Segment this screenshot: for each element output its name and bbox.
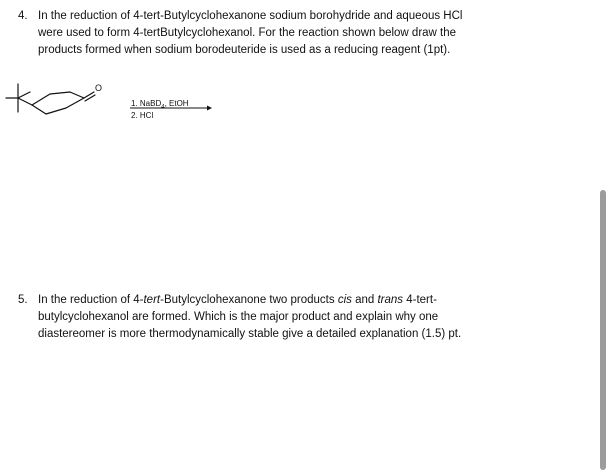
question-5-line-3: diastereomer is more thermodynamically stable give a detailed explanation (1.5) pt. [38, 328, 462, 340]
carbonyl-oxygen: O [95, 83, 103, 93]
tbutyl-to-ring-bond [18, 98, 32, 105]
question-5-number: 5. [18, 294, 28, 306]
q5-text-g: 4-tert- [403, 294, 437, 306]
tbutyl-methyl-bond [18, 92, 30, 98]
reagent-step-2: 2. HCl [131, 111, 154, 120]
q5-text-trans: trans [377, 294, 404, 306]
reaction-arrow-head [207, 106, 212, 111]
q5-text-a: In the reduction of 4- [38, 294, 144, 306]
ring-upper-edge [32, 92, 84, 105]
question-4-line-1: In the reduction of 4-tert-Butylcyclohexanone sodium borohydride and aqueous HCl [38, 10, 463, 22]
q5-text-cis: cis [337, 294, 352, 306]
tert-butylcyclohexanone-structure [6, 84, 95, 114]
reaction-scheme [0, 78, 240, 138]
question-5-line-2: butylcyclohexanol are formed. Which is the major product and explain why one [38, 311, 439, 323]
q5-text-c: -Butylcyclohexanone two products [160, 294, 338, 306]
reagent-step-1-tail: , EtOH [164, 99, 189, 108]
question-5-line-1 [38, 292, 578, 309]
question-4-number: 4. [18, 10, 28, 22]
vertical-scrollbar[interactable] [600, 190, 606, 470]
reagent-step-1-subscript: 4 [161, 104, 165, 111]
question-4-line-3: products formed when sodium borodeuteride is used as a reducing reagent (1pt). [38, 44, 451, 56]
question-4 [18, 8, 578, 59]
q5-text-tert: tert [143, 294, 161, 306]
reagent-step-1-text: 1. NaBD [131, 99, 162, 108]
q5-text-and: and [351, 294, 378, 306]
question-5 [18, 292, 578, 343]
question-4-line-2: were used to form 4-tertButylcyclohexanol. For the reaction shown below draw the [38, 27, 457, 39]
